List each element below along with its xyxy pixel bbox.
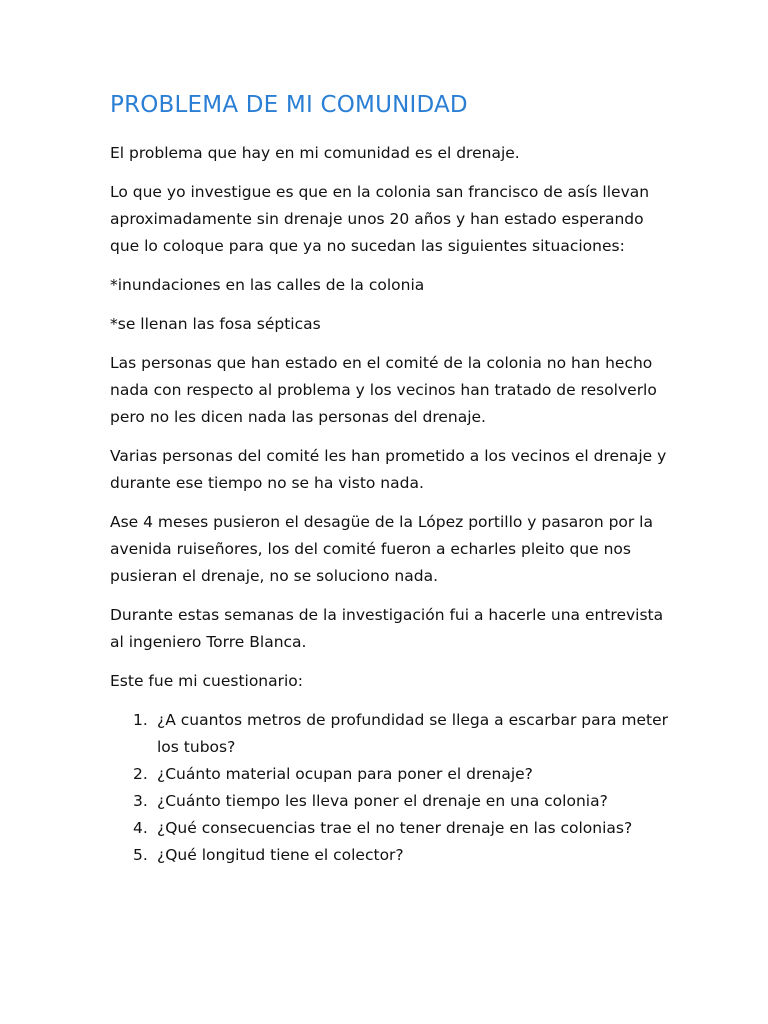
list-item-number: 4. — [133, 819, 148, 837]
list-item-number: 5. — [133, 846, 148, 864]
list-item-text: ¿Qué consecuencias trae el no tener drenaje en las colonias? — [157, 819, 633, 837]
paragraph-committee: Las personas que han estado en el comité de la colonia no han hecho nada con respecto al problema y los vecinos han tratado de resolverlo pero no les dicen nada las personas del drenaje. — [110, 354, 657, 426]
list-item — [110, 788, 670, 815]
paragraph-intro: El problema que hay en mi comunidad es el drenaje. — [110, 144, 520, 162]
questionnaire-list — [110, 707, 670, 869]
list-item-text: ¿Qué longitud tiene el colector? — [157, 846, 404, 864]
list-item-text: ¿Cuánto material ocupan para poner el drenaje? — [157, 765, 533, 783]
list-item-number: 3. — [133, 792, 148, 810]
paragraph-desague: Ase 4 meses pusieron el desagüe de la López portillo y pasaron por la avenida ruiseñores, los del comité fueron a echarles pleito que nos pusieran el drenaje, no se soluciono nada. — [110, 513, 653, 585]
list-item-number: 1. — [133, 711, 148, 729]
list-item — [110, 815, 670, 842]
document-page — [110, 88, 670, 869]
document-title: PROBLEMA DE MI COMUNIDAD — [110, 92, 468, 118]
paragraph-questionnaire-intro: Este fue mi cuestionario: — [110, 672, 304, 690]
list-item-text: ¿A cuantos metros de profundidad se llega a escarbar para meter los tubos? — [157, 711, 669, 756]
list-item-number: 2. — [133, 765, 148, 783]
paragraph-promises: Varias personas del comité les han prometido a los vecinos el drenaje y durante ese tiempo no se ha visto nada. — [110, 447, 667, 492]
list-item — [110, 842, 670, 869]
paragraph-investigation: Lo que yo investigue es que en la colonia san francisco de asís llevan aproximadamente sin drenaje unos 20 años y han estado esperando que lo coloque para que ya no sucedan las siguientes situaciones: — [110, 183, 650, 255]
list-item — [110, 707, 670, 761]
list-item — [110, 761, 670, 788]
paragraph-bullet-flooding: *inundaciones en las calles de la colonia — [110, 276, 425, 294]
paragraph-interview: Durante estas semanas de la investigación fui a hacerle una entrevista al ingeniero Torre Blanca. — [110, 606, 664, 651]
paragraph-bullet-septic: *se llenan las fosa sépticas — [110, 315, 321, 333]
list-item-text: ¿Cuánto tiempo les lleva poner el drenaje en una colonia? — [157, 792, 608, 810]
